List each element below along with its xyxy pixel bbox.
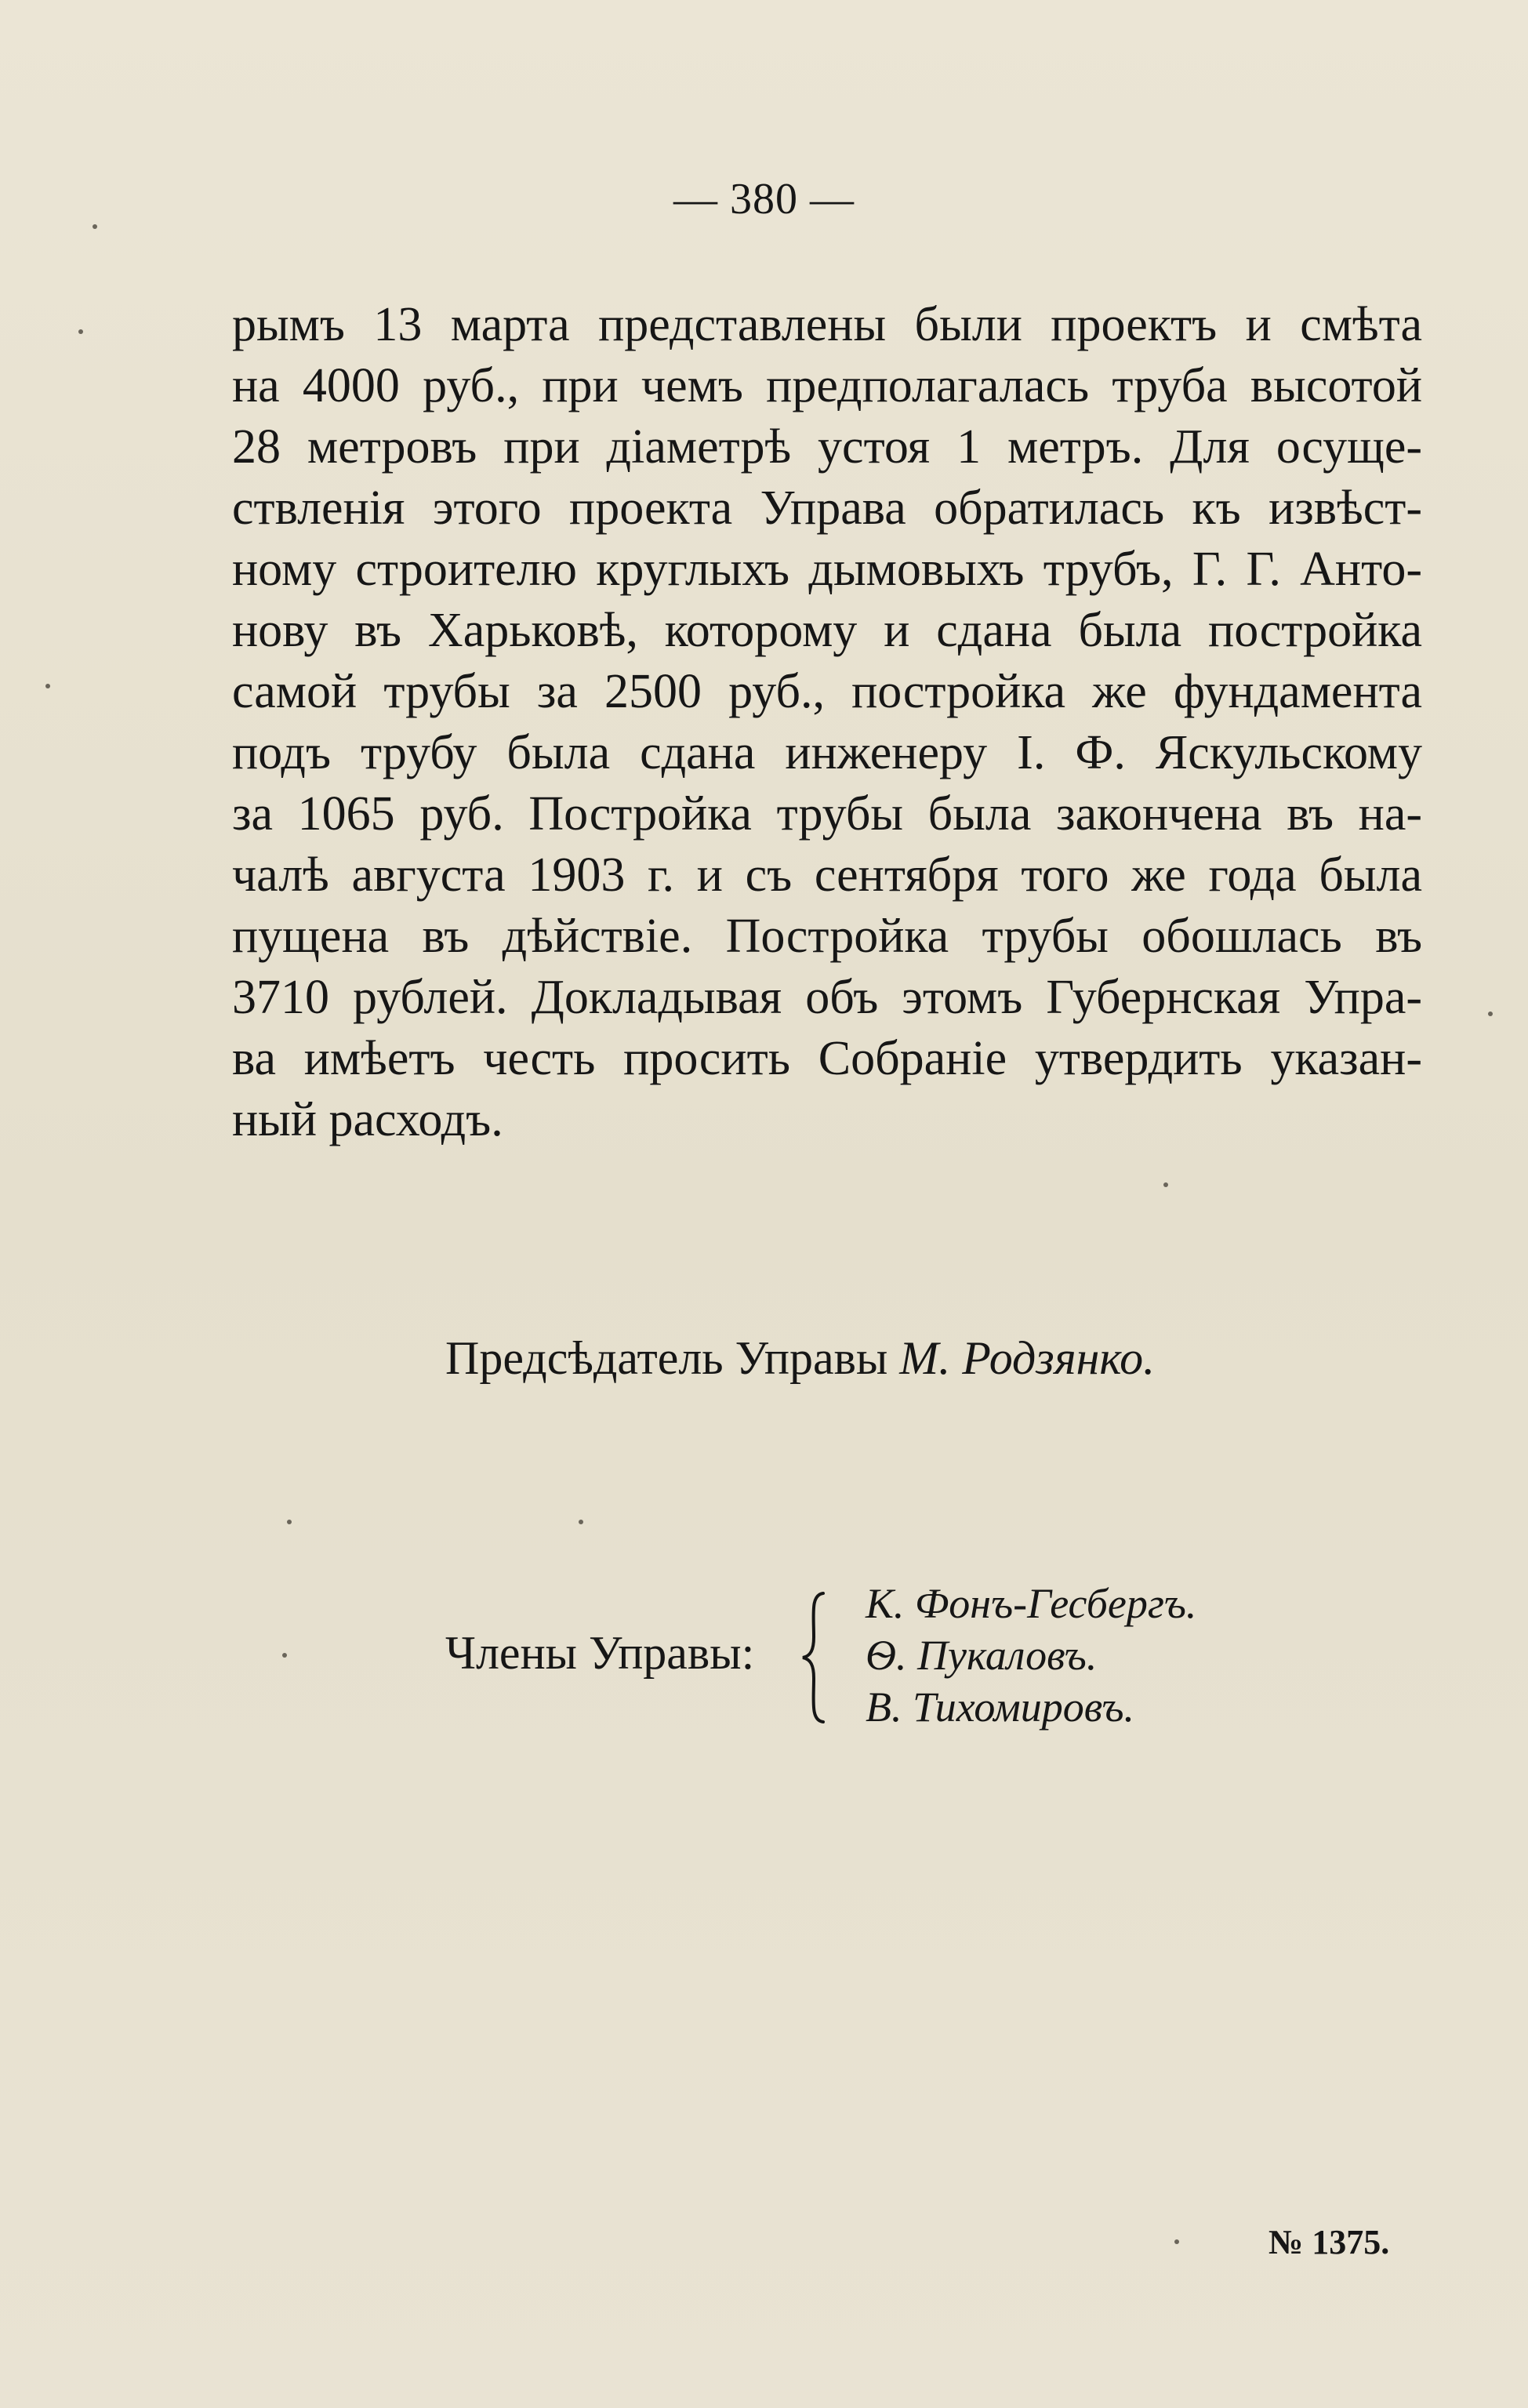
curly-brace-icon [800,1590,828,1725]
members-list [866,1578,1196,1733]
body-line: 28 метровъ при діаметрѣ устоя 1 метръ. Для осуще- [232,420,1422,474]
paper-speck [579,1520,583,1524]
body-line: подъ трубу была сдана инженеру І. Ф. Яскульскому [232,726,1422,779]
chairman-name: М. Родзянко. [899,1332,1156,1384]
body-line: за 1065 руб. Постройка трубы была закончена въ на- [232,787,1422,841]
paper-speck [1163,1182,1168,1187]
body-line: чалѣ августа 1903 г. и съ сентября того же года была [232,848,1422,902]
body-line: рымъ 13 марта представлены были проектъ и смѣта [232,298,1422,351]
paper-speck [1174,2239,1179,2244]
body-line: пущена въ дѣйствіе. Постройка трубы обошлась въ [232,910,1422,963]
body-line: самой трубы за 2500 руб., постройка же фундамента [232,665,1422,718]
paper-speck [78,329,83,334]
body-line: на 4000 руб., при чемъ предполагалась труба высотой [232,359,1422,412]
paper-speck [287,1520,292,1524]
document-number: № 1375. [1268,2223,1390,2261]
body-line: ному строителю круглыхъ дымовыхъ трубъ, Г. Г. Анто- [232,543,1422,596]
member-name: В. Тихомировъ. [866,1683,1135,1731]
paper-speck [45,684,50,688]
body-line: ва имѣетъ честь просить Собраніе утвердить указан- [232,1032,1422,1085]
body-line: ствленія этого проекта Управа обратилась къ извѣст- [232,481,1422,535]
paper-speck [1488,1012,1493,1016]
paper-speck [282,1653,287,1658]
body-line: 3710 рублей. Докладывая объ этомъ Губернская Упра- [232,971,1422,1024]
body-paragraph [232,294,1422,1150]
chairman-signature [445,1331,1155,1386]
member-name: К. Фонъ-Гесбергъ. [866,1580,1197,1627]
members-label: Члены Управы: [445,1627,755,1679]
body-line: ный расходъ. [232,1093,503,1146]
body-line: нову въ Харьковѣ, которому и сдана была постройка [232,604,1422,657]
page-number: — 380 — [673,175,855,223]
member-name: Ѳ. Пукаловъ. [866,1632,1098,1679]
chairman-title: Предсѣдатель Управы [445,1332,888,1384]
paper-speck [93,224,97,229]
